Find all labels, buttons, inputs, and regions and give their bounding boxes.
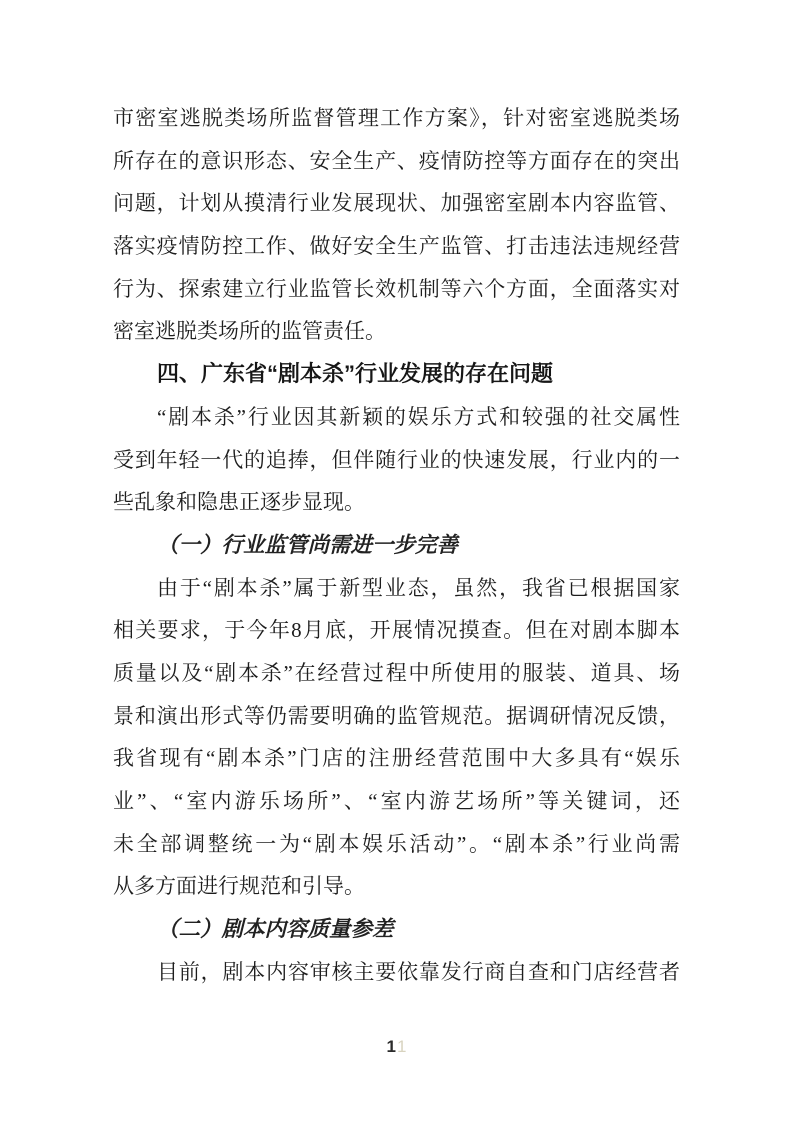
doc-line-8: “剧本杀”行业因其新颖的娱乐方式和较强的社交属性 xyxy=(157,404,680,429)
doc-line-12: 由于“剧本杀”属于新型业态，虽然，我省已根据国家 xyxy=(157,575,680,600)
subsection-heading-1: （一）行业监管尚需进一步完善 xyxy=(157,532,459,557)
page-number-ghost: 1 xyxy=(397,1037,407,1056)
subsection-heading-2: （二）剧本内容质量参差 xyxy=(157,917,394,942)
doc-line-2: 所存在的意识形态、安全生产、疫情防控等方面存在的突出 xyxy=(113,148,680,173)
doc-line-19: 从多方面进行规范和引导。 xyxy=(113,874,365,899)
document-text-block xyxy=(113,97,680,993)
page-footer xyxy=(0,1036,793,1058)
doc-line-5: 行为、探索建立行业监管长效机制等六个方面，全面落实对 xyxy=(113,276,680,301)
page-number: 1 xyxy=(386,1037,396,1056)
doc-line-9: 受到年轻一代的追捧，但伴随行业的快速发展，行业内的一 xyxy=(113,447,680,472)
doc-line-3: 问题，计划从摸清行业发展现状、加强密室剧本内容监管、 xyxy=(113,191,680,216)
doc-line-6: 密室逃脱类场所的监管责任。 xyxy=(113,319,386,344)
doc-line-18: 未全部调整统一为“剧本娱乐活动”。“剧本杀”行业尚需 xyxy=(113,831,680,856)
doc-line-16: 我省现有“剧本杀”门店的注册经营范围中大多具有“娱乐 xyxy=(113,746,680,771)
doc-line-17: 业”、“室内游乐场所”、“室内游艺场所”等关键词，还 xyxy=(113,789,680,813)
doc-line-4: 落实疫情防控工作、做好安全生产监管、打击违法违规经营 xyxy=(113,234,680,259)
doc-line-14: 质量以及“剧本杀”在经营过程中所使用的服装、道具、场 xyxy=(113,660,680,685)
doc-line-13: 相关要求，于今年8月底，开展情况摸查。但在对剧本脚本 xyxy=(113,618,680,643)
doc-line-21: 目前，剧本内容审核主要依靠发行商自查和门店经营者 xyxy=(157,959,680,984)
doc-line-10: 些乱象和隐患正逐步显现。 xyxy=(113,490,365,515)
section-heading: 四、广东省“剧本杀”行业发展的存在问题 xyxy=(157,361,554,387)
doc-line-15: 景和演出形式等仍需要明确的监管规范。据调研情况反馈， xyxy=(113,703,680,728)
doc-line-1: 市密室逃脱类场所监督管理工作方案》，针对密室逃脱类场 xyxy=(113,106,680,130)
